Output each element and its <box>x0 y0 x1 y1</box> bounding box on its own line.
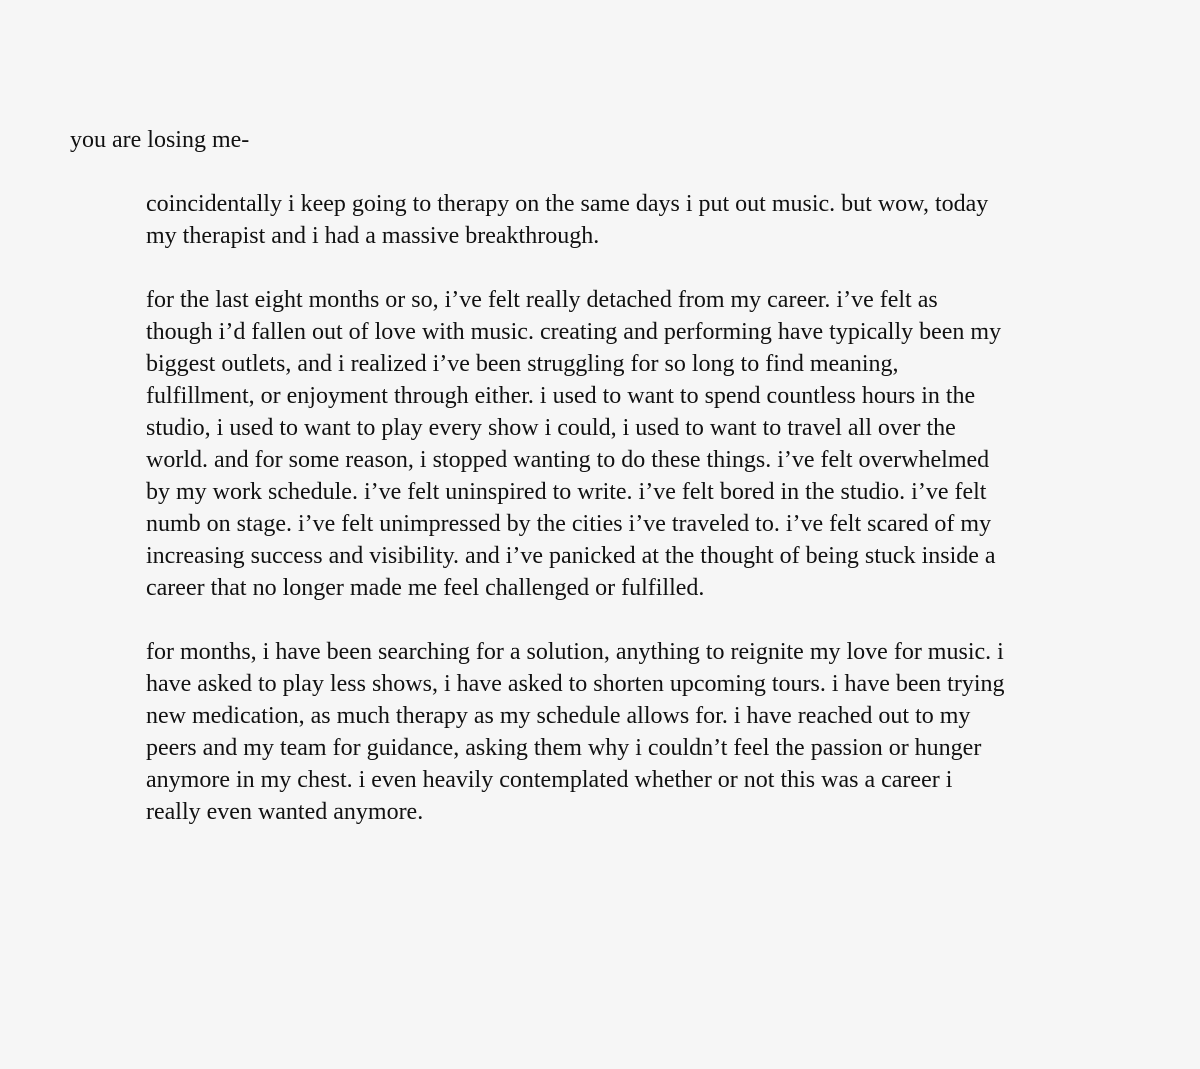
document-body <box>146 188 1086 860</box>
paragraph-line: career that no longer made me feel challenged or fulfilled. <box>146 575 705 601</box>
paragraph-line: have asked to play less shows, i have asked to shorten upcoming tours. i have been trying <box>146 671 1005 697</box>
paragraph-line: fulfillment, or enjoyment through either. i used to want to spend countless hours in the <box>146 383 976 409</box>
paragraph-line: by my work schedule. i’ve felt uninspired to write. i’ve felt bored in the studio. i’ve felt <box>146 479 987 505</box>
paragraph-line: numb on stage. i’ve felt unimpressed by the cities i’ve traveled to. i’ve felt scared of my <box>146 511 992 537</box>
paragraph-2 <box>146 284 1086 604</box>
paragraph-line: for months, i have been searching for a solution, anything to reignite my love for music. i <box>146 639 1004 665</box>
paragraph-line: for the last eight months or so, i’ve felt really detached from my career. i’ve felt as <box>146 287 938 313</box>
paragraph-1 <box>146 188 1086 252</box>
paragraph-line: studio, i used to want to play every show i could, i used to want to travel all over the <box>146 415 956 441</box>
paragraph-line: though i’d fallen out of love with music. creating and performing have typically been my <box>146 319 1002 345</box>
paragraph-line: biggest outlets, and i realized i’ve been struggling for so long to find meaning, <box>146 351 899 377</box>
paragraph-line: coincidentally i keep going to therapy on the same days i put out music. but wow, today <box>146 191 989 217</box>
paragraph-line: my therapist and i had a massive breakthrough. <box>146 223 600 249</box>
paragraph-line: increasing success and visibility. and i’ve panicked at the thought of being stuck inside a <box>146 543 996 569</box>
paragraph-line: world. and for some reason, i stopped wanting to do these things. i’ve felt overwhelmed <box>146 447 990 473</box>
paragraph-line: peers and my team for guidance, asking them why i couldn’t feel the passion or hunger <box>146 735 982 761</box>
paragraph-line: really even wanted anymore. <box>146 799 424 825</box>
paragraph-line: new medication, as much therapy as my schedule allows for. i have reached out to my <box>146 703 971 729</box>
document-heading: you are losing me- <box>70 127 250 153</box>
paragraph-3 <box>146 636 1086 828</box>
paragraph-line: anymore in my chest. i even heavily contemplated whether or not this was a career i <box>146 767 953 793</box>
